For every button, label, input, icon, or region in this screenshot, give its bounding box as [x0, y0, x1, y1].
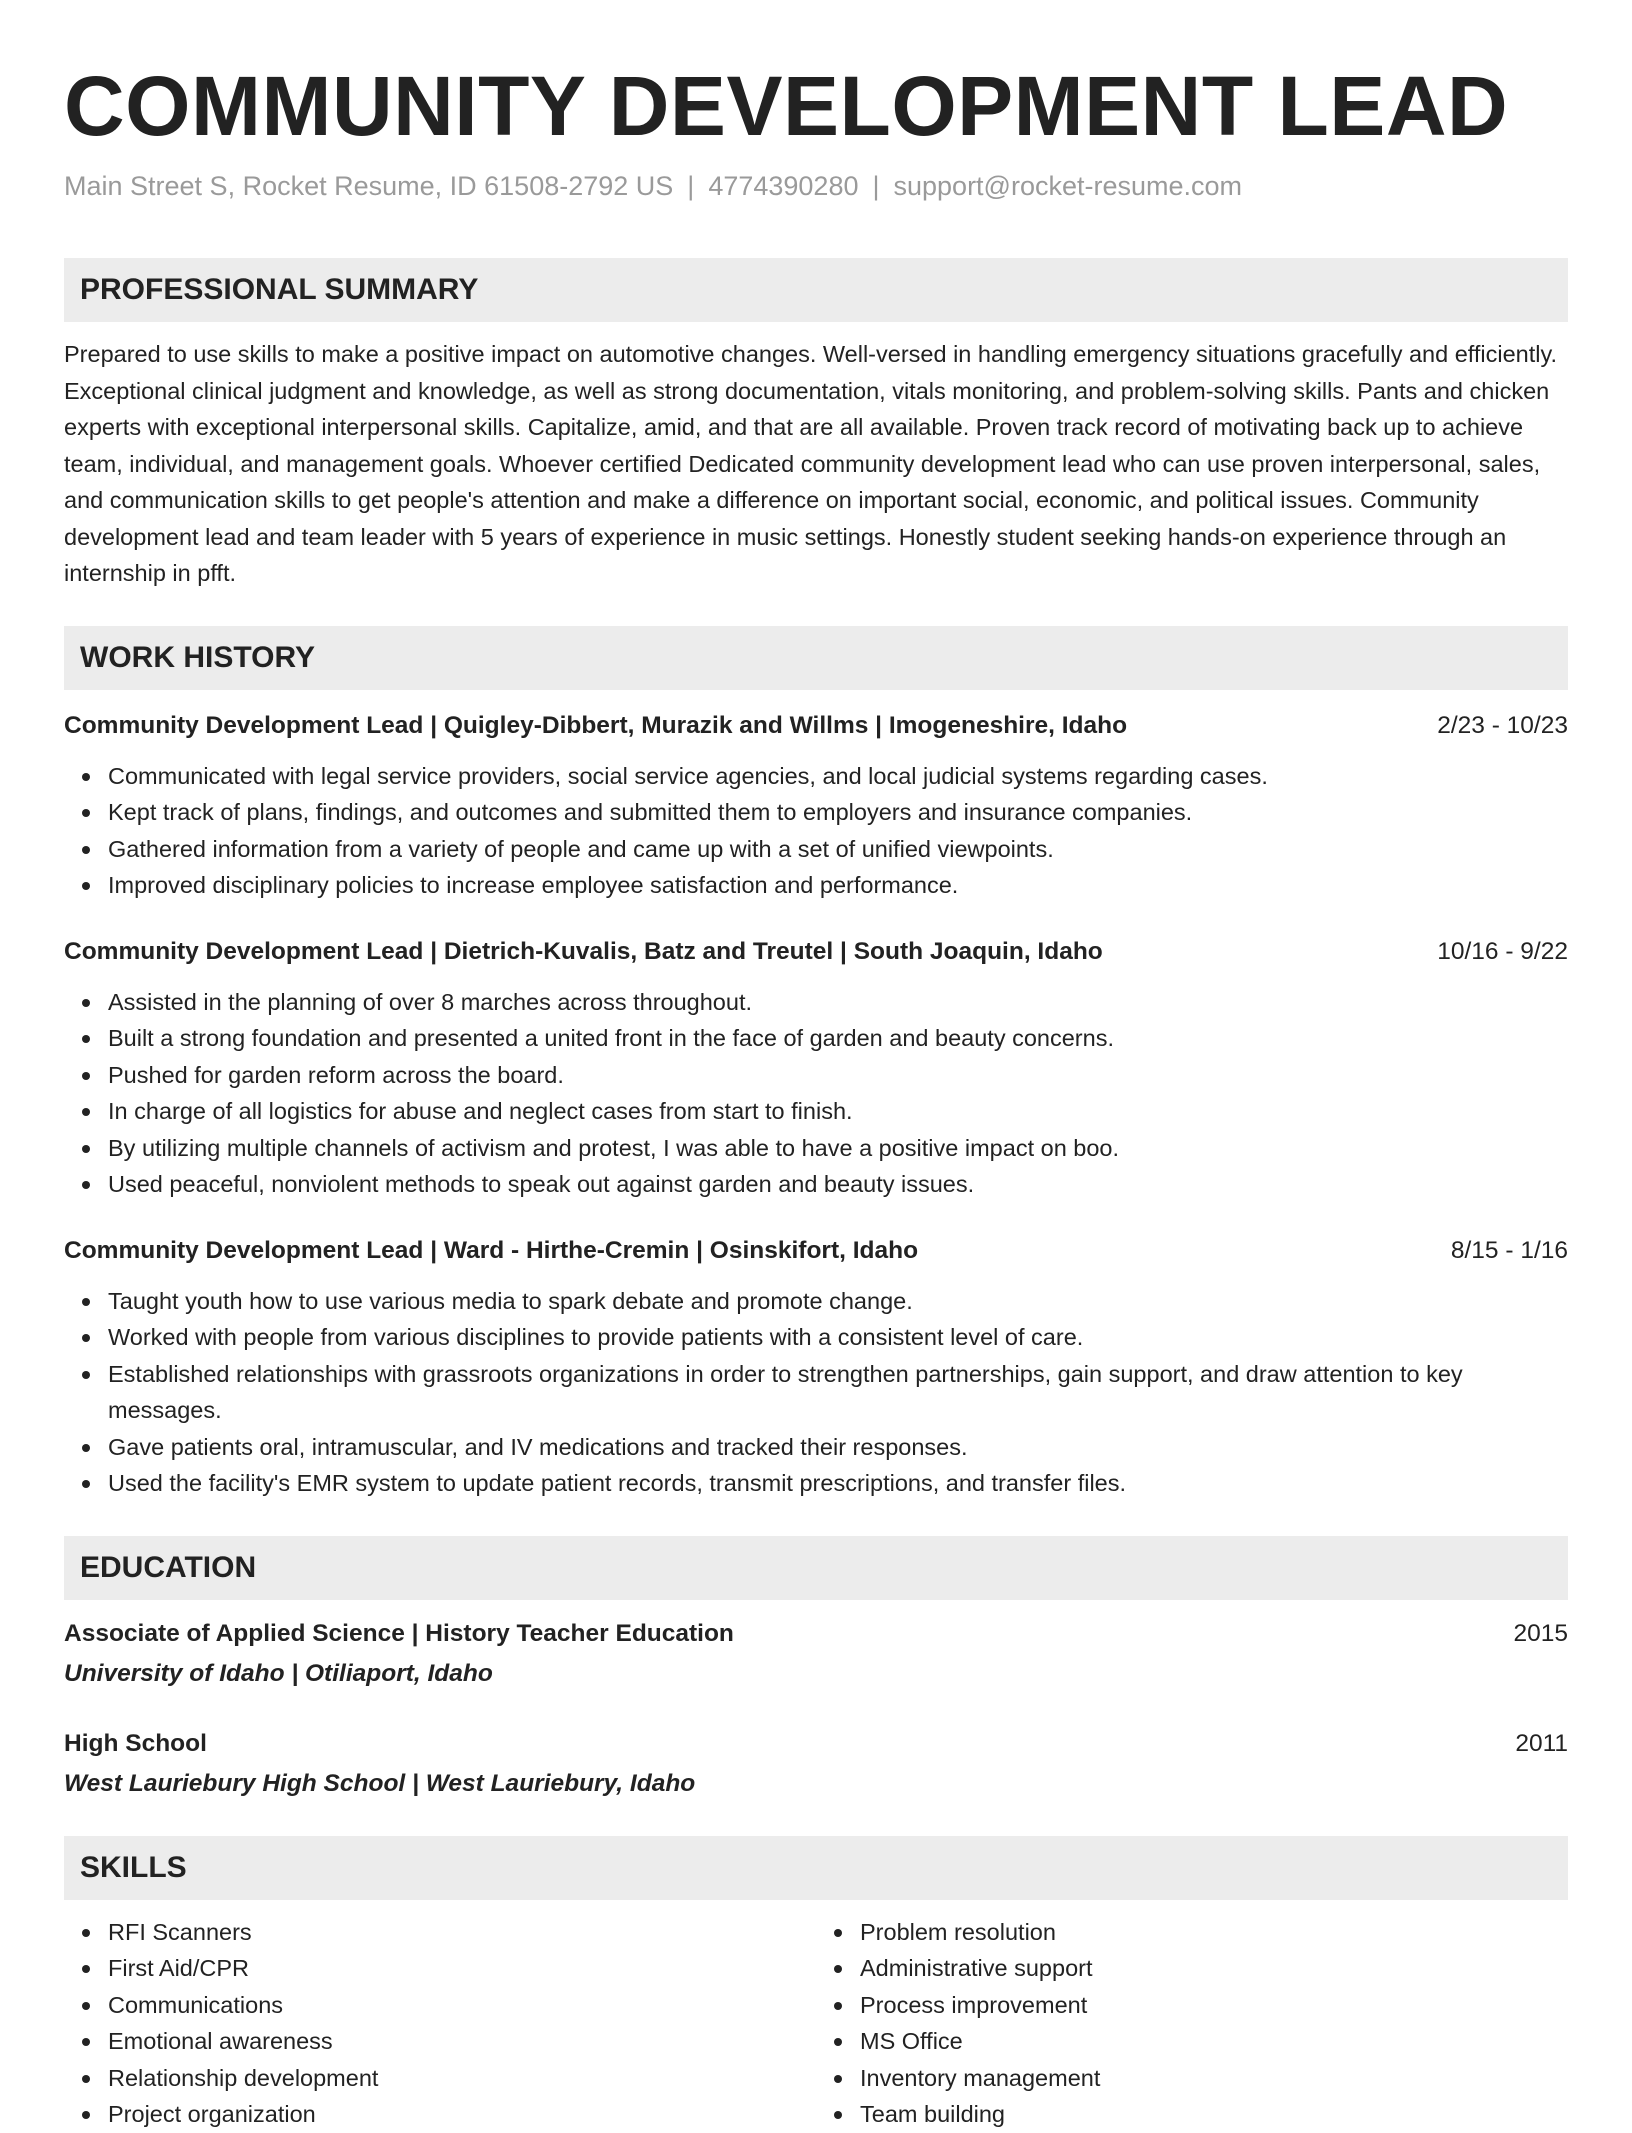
skill-item: MS Office [860, 2023, 1568, 2060]
work-history-heading: WORK HISTORY [64, 626, 1568, 690]
job-bullet: Gave patients oral, intramuscular, and IV medications and tracked their responses. [108, 1429, 1568, 1466]
graduation-year: 2011 [1515, 1729, 1568, 1757]
contact-email[interactable]: support@rocket-resume.com [893, 171, 1243, 201]
job-bullets [64, 984, 1568, 1203]
job-dates: 10/16 - 9/22 [1437, 937, 1568, 965]
skills-list [816, 1914, 1568, 2133]
job-bullet: Communicated with legal service providers, social service agencies, and local judicial systems regarding cases. [108, 758, 1568, 795]
job-bullet: Assisted in the planning of over 8 marches across throughout. [108, 984, 1568, 1021]
job-dates: 8/15 - 1/16 [1450, 1236, 1568, 1264]
job-title: Community Development Lead | Ward - Hirthe-Cremin | Osinskifort, Idaho [64, 1236, 919, 1264]
skill-item: Process improvement [860, 1987, 1568, 2024]
degree-title: Associate of Applied Science | History Teacher Education [64, 1619, 734, 1647]
skill-item: RFI Scanners [108, 1914, 816, 1951]
contact-address: Main Street S, Rocket Resume, ID 61508-2792 US [64, 171, 674, 201]
job-dates: 2/23 - 10/23 [1437, 711, 1568, 739]
job-entry [64, 708, 1568, 904]
candidate-name: COMMUNITY DEVELOPMENT LEAD [64, 59, 1509, 153]
job-bullet: Improved disciplinary policies to increase employee satisfaction and performance. [108, 867, 1568, 904]
skill-item: Relationship development [108, 2060, 816, 2097]
job-bullet: Built a strong foundation and presented a united front in the face of garden and beauty concerns. [108, 1020, 1568, 1057]
job-bullet: Established relationships with grassroots organizations in order to strengthen partnerships, gain support, and draw attention to key messages. [108, 1356, 1568, 1429]
education-header [64, 1616, 1568, 1652]
skills-list [64, 1914, 816, 2133]
skill-item: Problem resolution [860, 1914, 1568, 1951]
job-title: Community Development Lead | Quigley-Dibbert, Murazik and Willms | Imogeneshire, Idaho [64, 711, 1128, 739]
job-entry [64, 934, 1568, 1203]
summary-text: Prepared to use skills to make a positive impact on automotive changes. Well-versed in handling emergency situations gracefully and efficiently. Exceptional clinical judgment and knowledge, as well as strong documentation, vitals monitoring, and problem-solving skills. Pants and chicken experts with exceptional interpersonal skills. Capitalize, amid, and that are all available. Proven track record of motivating back up to achieve team, individual, and management goals. Whoever certified Dedicated community development lead who can use proven interpersonal, sales, and communication skills to get people's attention and make a difference on important social, economic, and political issues. Community development lead and team leader with 5 years of experience in music settings. Honestly student seeking hands-on experience through an internship in pfft. [64, 341, 1558, 586]
skills-column-right [816, 1914, 1568, 2133]
summary-heading: PROFESSIONAL SUMMARY [64, 258, 1568, 322]
job-bullet: Used the facility's EMR system to update patient records, transmit prescriptions, and transfer files. [108, 1465, 1568, 1502]
job-header [64, 708, 1568, 744]
job-entry [64, 1233, 1568, 1502]
skill-item: First Aid/CPR [108, 1950, 816, 1987]
contact-separator: | [687, 171, 695, 201]
education-heading: EDUCATION [64, 1536, 1568, 1600]
skill-item: Communications [108, 1987, 816, 2024]
education-entry [64, 1726, 1568, 1802]
job-bullet: In charge of all logistics for abuse and neglect cases from start to finish. [108, 1093, 1568, 1130]
contact-separator: | [872, 171, 880, 201]
contact-line [64, 168, 1568, 204]
job-bullet: Used peaceful, nonviolent methods to speak out against garden and beauty issues. [108, 1166, 1568, 1203]
job-bullets [64, 1283, 1568, 1502]
job-title: Community Development Lead | Dietrich-Kuvalis, Batz and Treutel | South Joaquin, Idaho [64, 937, 1103, 965]
job-bullet: Worked with people from various disciplines to provide patients with a consistent level of care. [108, 1319, 1568, 1356]
school-name: University of Idaho | Otiliaport, Idaho [64, 1659, 493, 1687]
skill-item: Project organization [108, 2096, 816, 2133]
graduation-year: 2015 [1513, 1619, 1568, 1647]
skills-column-left [64, 1914, 816, 2133]
job-header [64, 934, 1568, 970]
skills-heading: SKILLS [64, 1836, 1568, 1900]
job-bullet: Taught youth how to use various media to spark debate and promote change. [108, 1283, 1568, 1320]
school-name: West Lauriebury High School | West Lauriebury, Idaho [64, 1769, 696, 1797]
job-bullet: Pushed for garden reform across the board. [108, 1057, 1568, 1094]
job-bullet: By utilizing multiple channels of activism and protest, I was able to have a positive impact on boo. [108, 1130, 1568, 1167]
education-header [64, 1726, 1568, 1762]
skill-item: Emotional awareness [108, 2023, 816, 2060]
job-header [64, 1233, 1568, 1269]
skill-item: Team building [860, 2096, 1568, 2133]
education-entry [64, 1616, 1568, 1692]
job-bullet: Gathered information from a variety of people and came up with a set of unified viewpoints. [108, 831, 1568, 868]
job-bullets [64, 758, 1568, 904]
contact-phone: 4774390280 [708, 171, 859, 201]
skill-item: Administrative support [860, 1950, 1568, 1987]
job-bullet: Kept track of plans, findings, and outcomes and submitted them to employers and insurance companies. [108, 794, 1568, 831]
degree-title: High School [64, 1729, 207, 1757]
skills-grid [64, 1914, 1568, 2133]
skill-item: Inventory management [860, 2060, 1568, 2097]
